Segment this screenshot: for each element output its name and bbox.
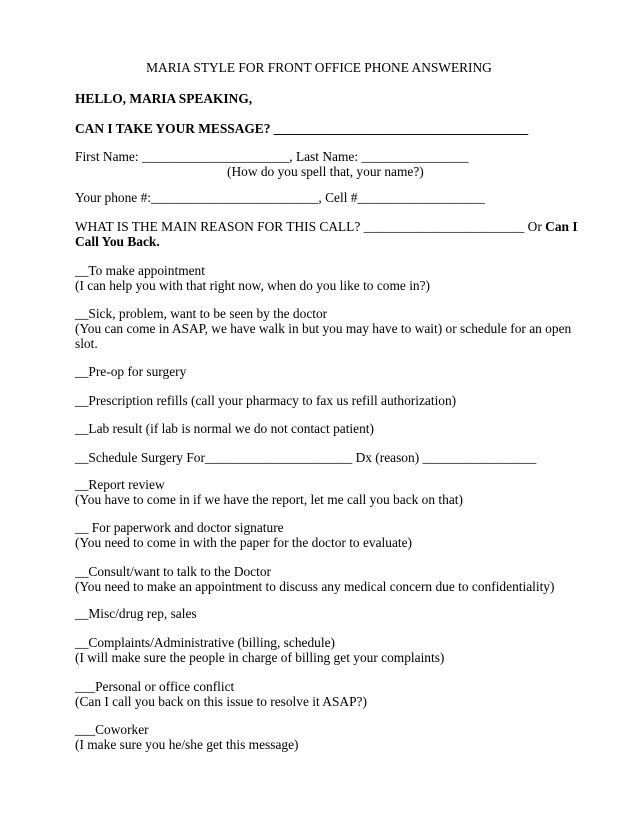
reason-text: WHAT IS THE MAIN REASON FOR THIS CALL? ________________________ Or [75, 219, 546, 234]
document-title: MARIA STYLE FOR FRONT OFFICE PHONE ANSWERING [146, 60, 492, 75]
name-line: First Name: ______________________, Last Name: ________________ [75, 149, 469, 164]
option-appointment-note: (I can help you with that right now, when do you like to come in?) [75, 278, 431, 293]
option-preop: __Pre-op for surgery [75, 364, 187, 379]
callback-text-2: Call You Back. [75, 234, 160, 249]
option-sick-note: (You can come in ASAP, we have walk in but you may have to wait) or schedule for an open [75, 321, 572, 336]
option-coworker: ___Coworker [75, 722, 149, 737]
option-paperwork: __ For paperwork and doctor signature [75, 520, 284, 535]
option-consult-note: (You need to make an appointment to discuss any medical concern due to confidentiality) [75, 579, 555, 594]
option-report-review: __Report review [75, 477, 165, 492]
option-paperwork-note: (You need to come in with the paper for the doctor to evaluate) [75, 535, 413, 550]
option-refills: __Prescription refills (call your pharmacy to fax us refill authorization) [75, 393, 457, 408]
greeting: HELLO, MARIA SPEAKING, [75, 91, 253, 106]
option-sick: __Sick, problem, want to be seen by the doctor [75, 306, 328, 321]
callback-text-1: Can I [545, 219, 578, 234]
option-personal-conflict-note: (Can I call you back on this issue to resolve it ASAP?) [75, 694, 367, 709]
option-consult: __Consult/want to talk to the Doctor [75, 564, 272, 579]
take-message-line: CAN I TAKE YOUR MESSAGE? ______________________________________ [75, 121, 529, 136]
option-misc: __Misc/drug rep, sales [75, 606, 197, 621]
option-lab-result: __Lab result (if lab is normal we do not contact patient) [75, 421, 374, 436]
reason-line [75, 219, 578, 235]
option-sick-note-2: slot. [75, 336, 98, 351]
option-schedule-surgery: __Schedule Surgery For______________________ Dx (reason) _________________ [75, 450, 537, 465]
option-report-review-note: (You have to come in if we have the report, let me call you back on that) [75, 492, 463, 507]
option-coworker-note: (I make sure you he/she get this message) [75, 737, 299, 752]
spell-hint: (How do you spell that, your name?) [227, 164, 424, 179]
option-complaints: __Complaints/Administrative (billing, schedule) [75, 635, 335, 650]
option-complaints-note: (I will make sure the people in charge of billing get your complaints) [75, 650, 445, 665]
option-appointment: __To make appointment [75, 263, 205, 278]
option-personal-conflict: ___Personal or office conflict [75, 679, 235, 694]
phone-line: Your phone #:_________________________, Cell #___________________ [75, 190, 485, 205]
